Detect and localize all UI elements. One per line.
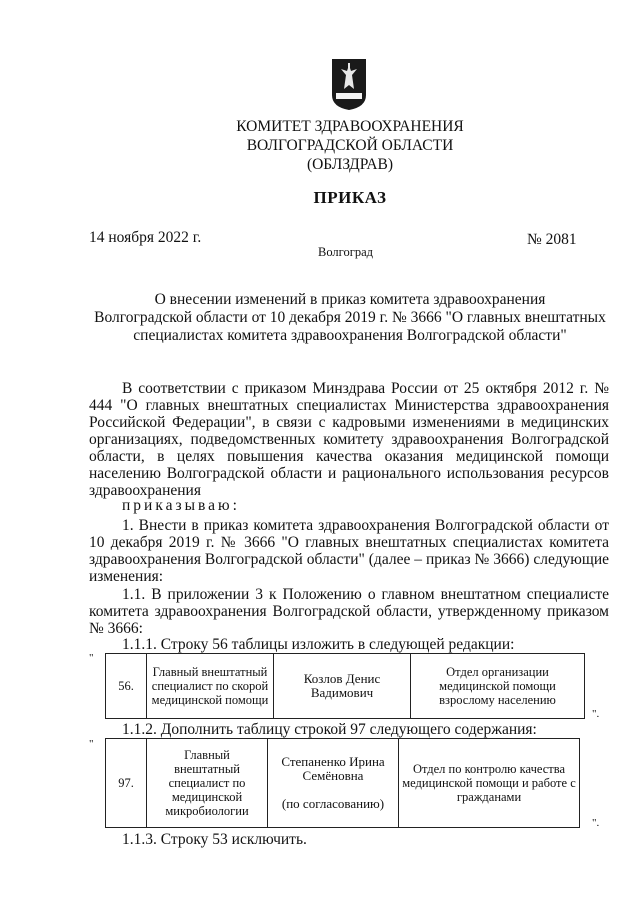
coat-of-arms-emblem xyxy=(330,57,368,111)
document-date: 14 ноября 2022 г. xyxy=(89,229,202,246)
org-name-line2: ВОЛГОГРАДСКОЙ ОБЛАСТИ xyxy=(246,137,454,154)
document-number: № 2081 xyxy=(527,231,577,248)
order-word: приказываю: xyxy=(122,497,240,514)
org-name-line1: КОМИТЕТ ЗДРАВООХРАНЕНИЯ xyxy=(236,118,464,135)
clause-1-1: 1.1. В приложении 3 к Положению о главном внештатном специалисте комитета здравоохранения Волгоградской области, утвержденному приказом № 3666: xyxy=(89,586,609,637)
document-type: ПРИКАЗ xyxy=(313,188,387,207)
person-cell: Козлов Денис Вадимович xyxy=(274,654,411,719)
table-row-56 xyxy=(105,653,585,719)
position-cell: Главный внештатный специалист по медицинской микробиологии xyxy=(147,739,268,828)
quote-close-2: ". xyxy=(592,817,600,829)
person-name: Степаненко Ирина Семёновна xyxy=(281,754,385,783)
organization-header xyxy=(200,117,500,174)
preamble-paragraph: В соответствии с приказом Минздрава России от 25 октября 2012 г. № 444 "О главных внештатных специалистах Министерства здравоохранения Российской Федерации", в связи с кадровыми изменениями в медицинских организациях, подведомственных комитету здравоохранения Волгоградской области, в целях повышения качества оказания медицинской помощи населению Волгоградской области и рационального использования ресурсов здравоохранения xyxy=(89,380,609,499)
org-abbreviation: (ОБЛЗДРАВ) xyxy=(306,156,394,173)
subject-line3: специалистах комитета здравоохранения Волгоградской области" xyxy=(133,327,567,344)
row-number: 56. xyxy=(106,654,147,719)
clause-1: 1. Внести в приказ комитета здравоохранения Волгоградской области от 10 декабря 2019 г. № 3666 "О главных внештатных специалистах комитета здравоохранения Волгоградской области" (далее – приказ № 3666) следующие изменения: xyxy=(89,517,609,585)
clause-1-1-3: 1.1.3. Строку 53 исключить. xyxy=(122,831,307,848)
document-subject xyxy=(80,291,620,345)
quote-open-2: " xyxy=(89,738,94,750)
document-city: Волгоград xyxy=(318,245,374,259)
row-number: 97. xyxy=(106,739,147,828)
subject-line2: Волгоградской области от 10 декабря 2019 г. № 3666 "О главных внештатных xyxy=(94,309,606,326)
subject-line1: О внесении изменений в приказ комитета здравоохранения xyxy=(154,291,546,308)
table-row-97 xyxy=(105,738,580,828)
person-note: (по согласованию) xyxy=(281,796,385,811)
clause-1-1-1: 1.1.1. Строку 56 таблицы изложить в следующей редакции: xyxy=(122,636,515,653)
position-cell: Главный внештатный специалист по скорой медицинской помощи xyxy=(147,654,274,719)
person-cell xyxy=(268,739,399,828)
quote-open-1: " xyxy=(89,652,94,664)
quote-close-1: ". xyxy=(592,708,600,720)
clause-1-1-2: 1.1.2. Дополнить таблицу строкой 97 следующего содержания: xyxy=(122,721,537,738)
department-cell: Отдел организации медицинской помощи взрослому населению xyxy=(411,654,585,719)
department-cell: Отдел по контролю качества медицинской помощи и работе с гражданами xyxy=(399,739,580,828)
